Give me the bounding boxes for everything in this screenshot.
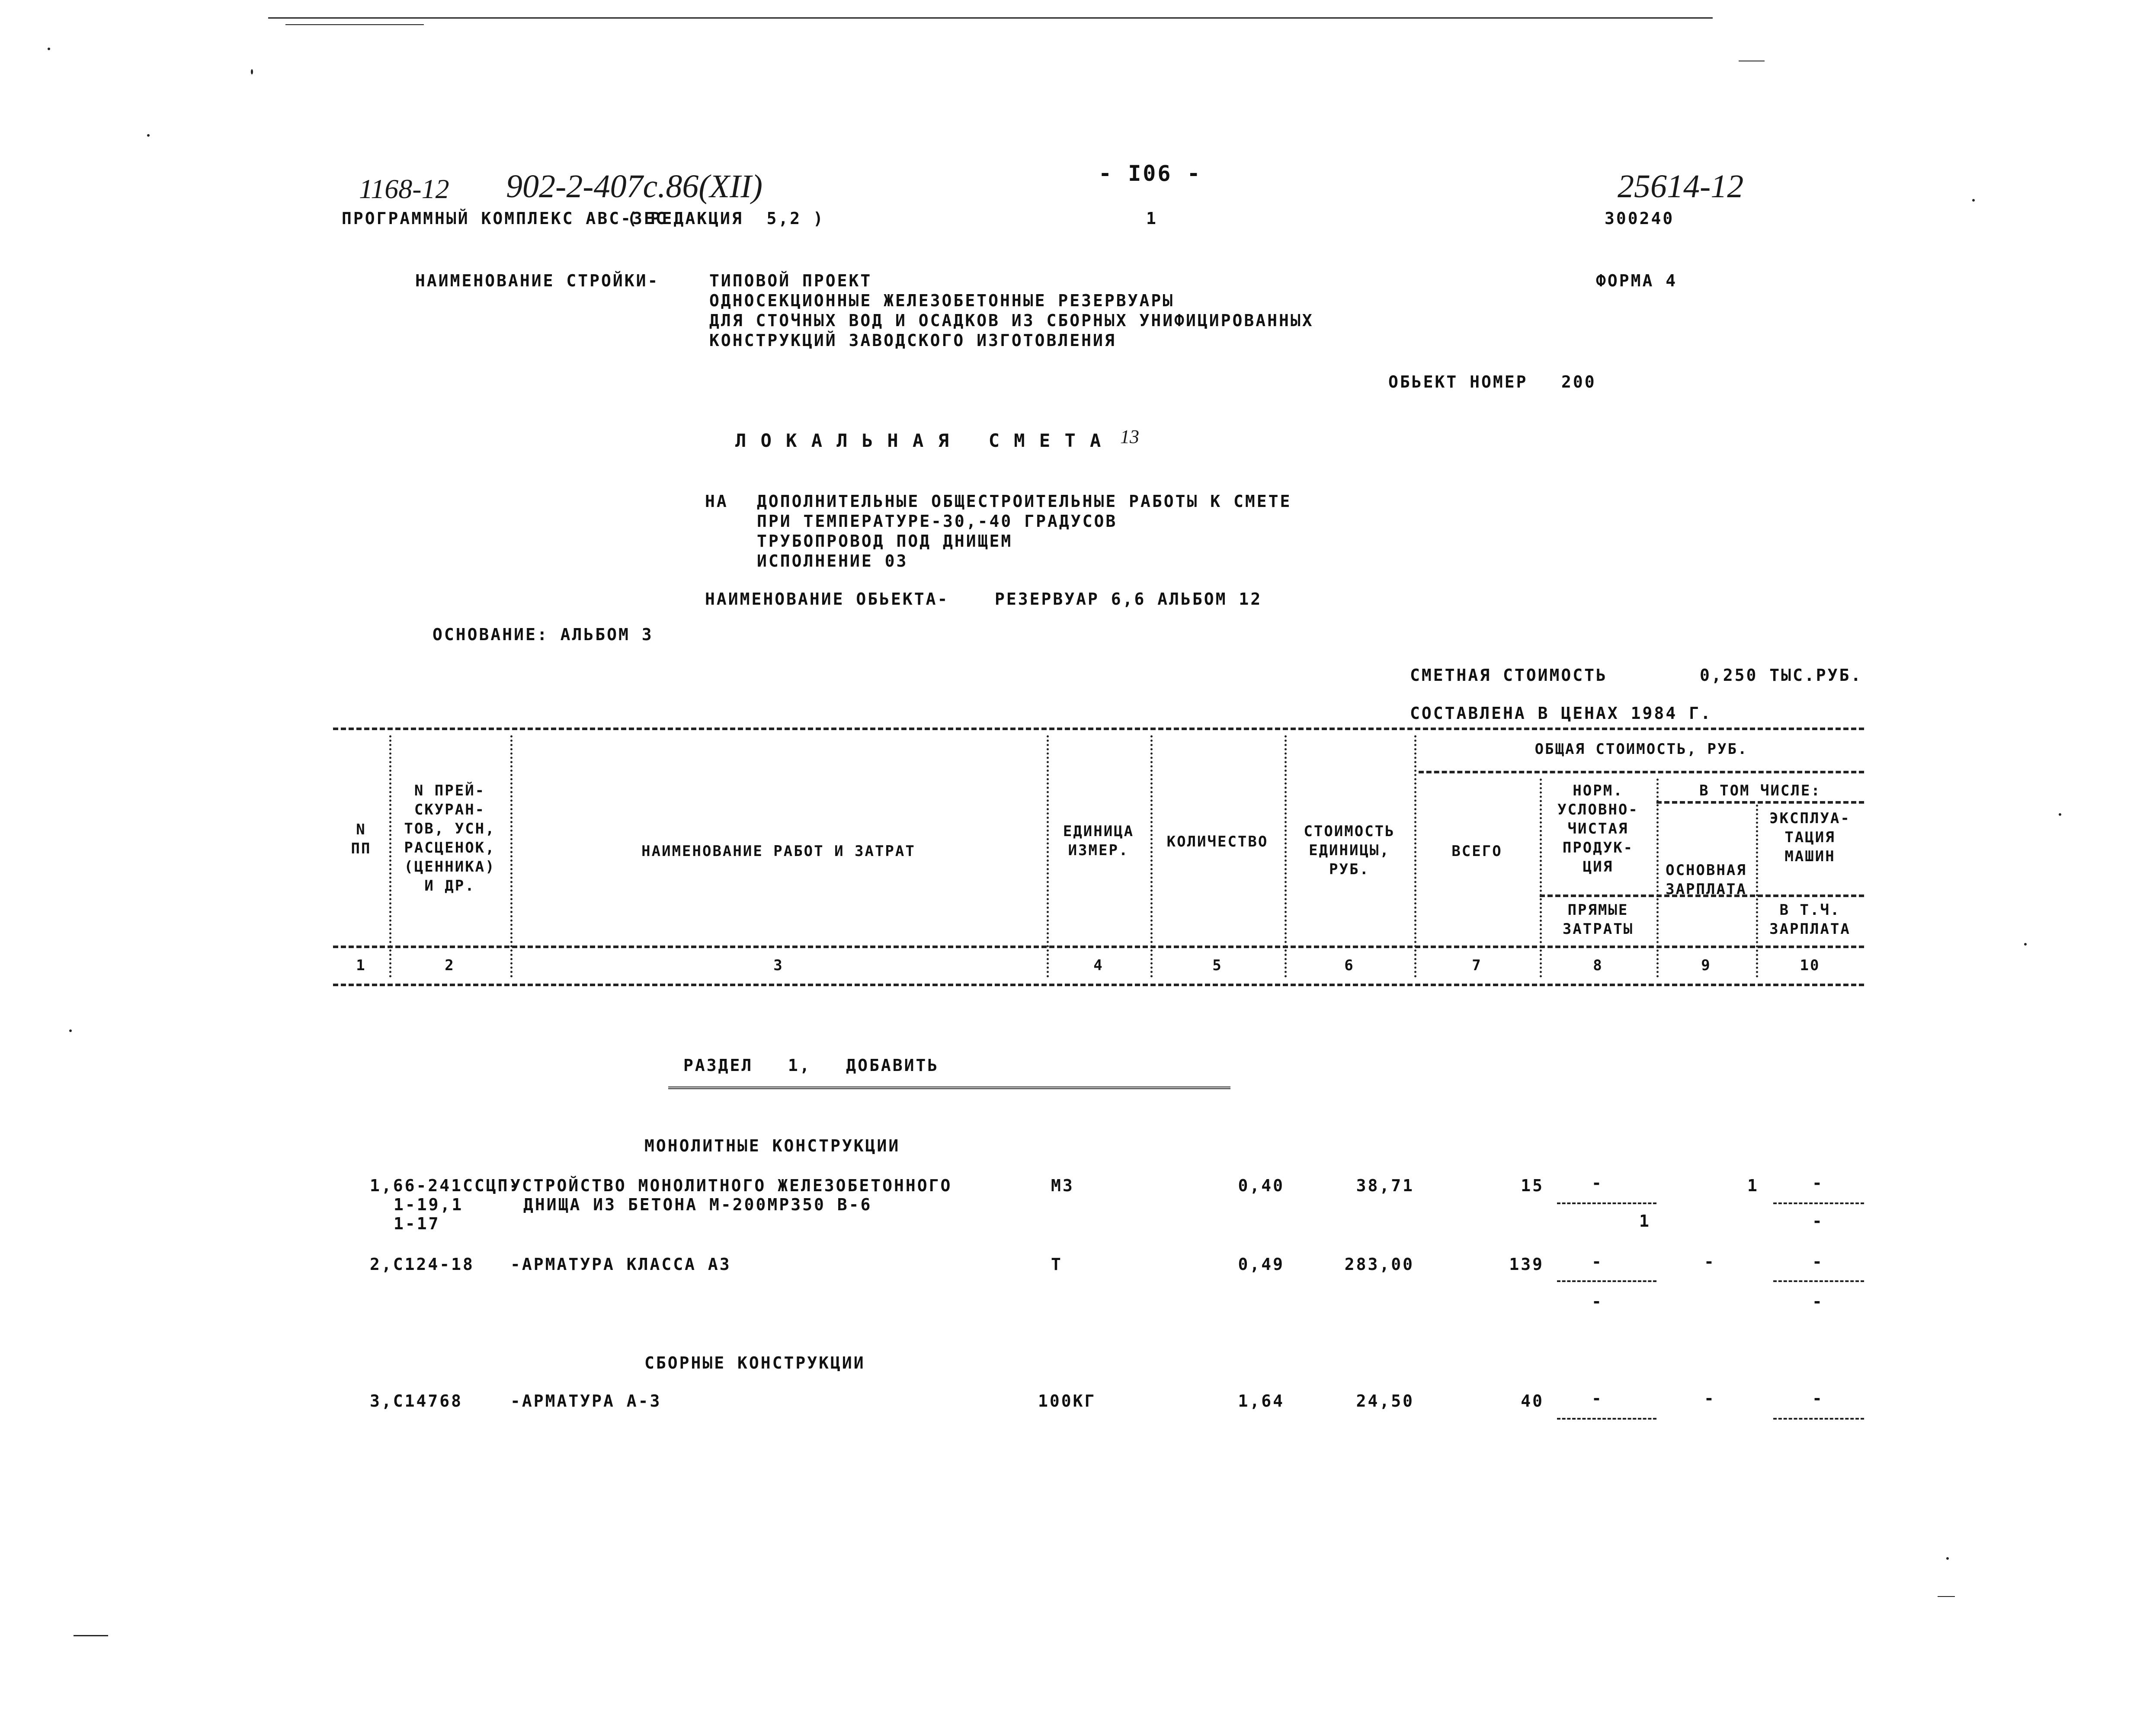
col-number-9: 9: [1701, 957, 1711, 974]
row-2-direct: -: [1592, 1292, 1603, 1311]
col-norm-header: НОРМ. УСЛОВНО- ЧИСТАЯ ПРОДУК- ЦИЯ: [1557, 782, 1639, 875]
scan-speck: [2024, 943, 2027, 946]
col-qty-header: КОЛИЧЕСТВО: [1166, 833, 1269, 850]
row-3-norm-rule: [1557, 1418, 1656, 1420]
purpose-line-4: ИСПОЛНЕНИЕ 03: [757, 551, 908, 571]
col-wages-header: ОСНОВНАЯ ЗАРПЛАТА: [1666, 862, 1747, 898]
row-name-line-4: КОНСТРУКЦИЙ ЗАВОДСКОГО ИЗГОТОВЛЕНИЯ: [709, 331, 1116, 350]
col-unit-cost-header: СТОИМОСТЬ ЕДИНИЦЫ, РУБ.: [1304, 823, 1395, 878]
col-code-header: N ПРЕЙ- СКУРАН- ТОВ, УСН, РАСЦЕНОК, (ЦЕННИКА) И ДР.: [404, 782, 496, 894]
top-rule: [268, 17, 1713, 19]
cost-value: 0,250 ТЫС.РУБ.: [1700, 666, 1863, 685]
scan-speck: [1946, 1557, 1949, 1560]
row-2-code: 2,С124-18: [370, 1255, 474, 1274]
section-underline: [668, 1087, 1230, 1089]
row-3-norm: -: [1592, 1389, 1603, 1408]
table-top-rule: [333, 728, 1864, 730]
row-3-unit-cost: 24,50: [1356, 1391, 1414, 1411]
row-1-norm-rule: [1557, 1202, 1656, 1204]
group-total-header: ОБЩАЯ СТОИМОСТЬ, РУБ.: [1535, 741, 1748, 758]
row-1-code: 1,66-241ССЦП-: [370, 1176, 521, 1195]
section-title: РАЗДЕЛ 1, ДОБАВИТЬ: [683, 1056, 939, 1075]
col-number-2: 2: [445, 957, 455, 974]
incl-rule: [1656, 801, 1864, 804]
row-3-machines: -: [1812, 1389, 1824, 1408]
handwritten-right-code: 25614-12: [1618, 168, 1744, 205]
purpose-line-3: ТРУБОПРОВОД ПОД ДНИЩЕМ: [757, 532, 1013, 551]
purpose-line-1: ДОПОЛНИТЕЛЬНЫЕ ОБЩЕСТРОИТЕЛЬНЫЕ РАБОТЫ К СМЕТЕ: [757, 492, 1292, 511]
col-number-3: 3: [773, 957, 784, 974]
object-name: РЕЗЕРВУАР 6,6 АЛЬБОМ 12: [995, 590, 1262, 609]
col-number-8: 8: [1593, 957, 1603, 974]
col-number-10: 10: [1800, 957, 1820, 974]
row-3-wages: -: [1704, 1389, 1716, 1408]
col-sep-4: [1150, 735, 1153, 978]
col-number-4: 4: [1093, 957, 1104, 974]
row-1-norm: -: [1592, 1173, 1603, 1193]
col-number-1: 1: [356, 957, 366, 974]
row-2-machines-rule: [1773, 1280, 1864, 1282]
col-unit-header: ЕДИНИЦА ИЗМЕР.: [1063, 823, 1134, 859]
row-2-norm-rule: [1557, 1280, 1656, 1282]
row-2-qty: 0,49: [1238, 1255, 1285, 1274]
form-label: ФОРМА 4: [1596, 271, 1678, 290]
header-bottom-rule: [333, 946, 1864, 948]
col-number-7: 7: [1472, 957, 1482, 974]
row-1-code-line-2: 1-19,1: [394, 1195, 464, 1214]
row-2-name: -АРМАТУРА КЛАССА А3: [510, 1255, 731, 1274]
row-name-line-3: ДЛЯ СТОЧНЫХ ВОД И ОСАДКОВ ИЗ СБОРНЫХ УНИФИЦИРОВАННЫХ: [709, 311, 1314, 330]
scan-dash: [1938, 1596, 1955, 1597]
scan-speck: [2059, 813, 2061, 816]
scan-speck: [48, 48, 50, 50]
row-1-unit: М3: [1051, 1176, 1074, 1195]
document-code: 300240: [1605, 209, 1675, 228]
prices-label: СОСТАВЛЕНА В ЦЕНАХ 1984 Г.: [1410, 704, 1712, 723]
row-3-machines-rule: [1773, 1418, 1864, 1420]
estimate-title: Л О К А Л Ь Н А Я С М Е Т А: [735, 430, 1103, 451]
group-rule: [1419, 771, 1864, 773]
row-1-machine-wages-2: -: [1812, 1212, 1824, 1231]
row-2-wages: -: [1704, 1252, 1716, 1271]
col-number-6: 6: [1344, 957, 1355, 974]
row-3-name: -АРМАТУРА А-3: [510, 1391, 662, 1411]
row-1-direct: 1: [1639, 1212, 1651, 1231]
row-3-total: 40: [1521, 1391, 1544, 1411]
row-1-code-line-3: 1-17: [394, 1214, 440, 1233]
scan-speck: [69, 1029, 72, 1032]
object-number: 200: [1561, 372, 1596, 391]
row-2-unit-cost: 283,00: [1344, 1255, 1414, 1274]
scan-speck: [147, 134, 150, 137]
row-name-label: НАИМЕНОВАНИЕ СТРОЙКИ-: [415, 271, 660, 290]
top-rule-short: [285, 24, 424, 25]
row-3-unit: 100КГ: [1038, 1391, 1096, 1411]
col-machines-header: ЭКСПЛУА- ТАЦИЯ МАШИН: [1769, 810, 1851, 865]
row-1-machine-wages: -: [1812, 1173, 1824, 1193]
sheet-number: 1: [1146, 209, 1158, 228]
object-label: ОБЬЕКТ НОМЕР: [1388, 372, 1528, 391]
col-no-header: N ПП: [351, 821, 372, 857]
scan-speck: [251, 69, 253, 74]
program-name: ПРОГРАММНЫЙ КОМПЛЕКС АВС-3ЕС: [342, 209, 667, 228]
scan-dash: [74, 1635, 108, 1636]
col-number-5: 5: [1212, 957, 1223, 974]
col-direct-header: ПРЯМЫЕ ЗАТРАТЫ: [1562, 901, 1634, 938]
group-title-2: СБОРНЫЕ КОНСТРУКЦИИ: [644, 1353, 865, 1372]
row-1-name-line-2: ДНИЩА ИЗ БЕТОНА М-200МРЗ50 В-6: [523, 1195, 872, 1214]
row-1-machines-rule: [1773, 1202, 1864, 1204]
numbers-bottom-rule: [333, 984, 1864, 986]
group-incl-header: В ТОМ ЧИСЛЕ:: [1699, 782, 1821, 799]
handwritten-project-code: 902-2-407с.86(XII): [506, 168, 763, 205]
col-machine-wages-header: В Т.Ч. ЗАРПЛАТА: [1769, 901, 1851, 938]
row-2-machines: -: [1812, 1252, 1824, 1271]
row-1-machines: 1: [1747, 1176, 1759, 1195]
row-1-total: 15: [1521, 1176, 1544, 1195]
row-2-total: 139: [1509, 1255, 1544, 1274]
purpose-line-2: ПРИ ТЕМПЕРАТУРЕ-30,-40 ГРАДУСОВ: [757, 512, 1118, 531]
object-name-label: НАИМЕНОВАНИЕ ОБЬЕКТА-: [705, 590, 949, 609]
row-2-norm: -: [1592, 1252, 1603, 1271]
col-name-header: НАИМЕНОВАНИЕ РАБОТ И ЗАТРАТ: [641, 843, 916, 860]
handwritten-left-code: 1168-12: [359, 173, 449, 204]
group-title-1: МОНОЛИТНЫЕ КОНСТРУКЦИИ: [644, 1136, 900, 1155]
row-1-name: УСТРОЙСТВО МОНОЛИТНОГО ЖЕЛЕЗОБЕТОННОГО: [510, 1176, 952, 1195]
basis: ОСНОВАНИЕ: АЛЬБОМ 3: [432, 625, 654, 644]
cost-label: СМЕТНАЯ СТОИМОСТЬ: [1410, 666, 1608, 685]
row-2-unit: Т: [1051, 1255, 1063, 1274]
scan-speck: [1972, 199, 1975, 202]
row-name-line-1: ТИПОВОЙ ПРОЕКТ: [709, 271, 872, 290]
col-total-header: ВСЕГО: [1451, 843, 1502, 860]
row-1-qty: 0,40: [1238, 1176, 1285, 1195]
estimate-number: 13: [1120, 426, 1139, 447]
row-3-qty: 1,64: [1238, 1391, 1285, 1411]
row-2-machine-wages: -: [1812, 1292, 1824, 1311]
program-edition: ( РЕДАКЦИЯ 5,2 ): [627, 209, 825, 228]
row-3-code: 3,С14768: [370, 1391, 463, 1411]
row-1-unit-cost: 38,71: [1356, 1176, 1414, 1195]
row-name-line-2: ОДНОСЕКЦИОННЫЕ ЖЕЛЕЗОБЕТОННЫЕ РЕЗЕРВУАРЫ: [709, 291, 1175, 310]
page-number: - I06 -: [1099, 161, 1202, 186]
purpose-prefix: НА: [705, 492, 728, 511]
